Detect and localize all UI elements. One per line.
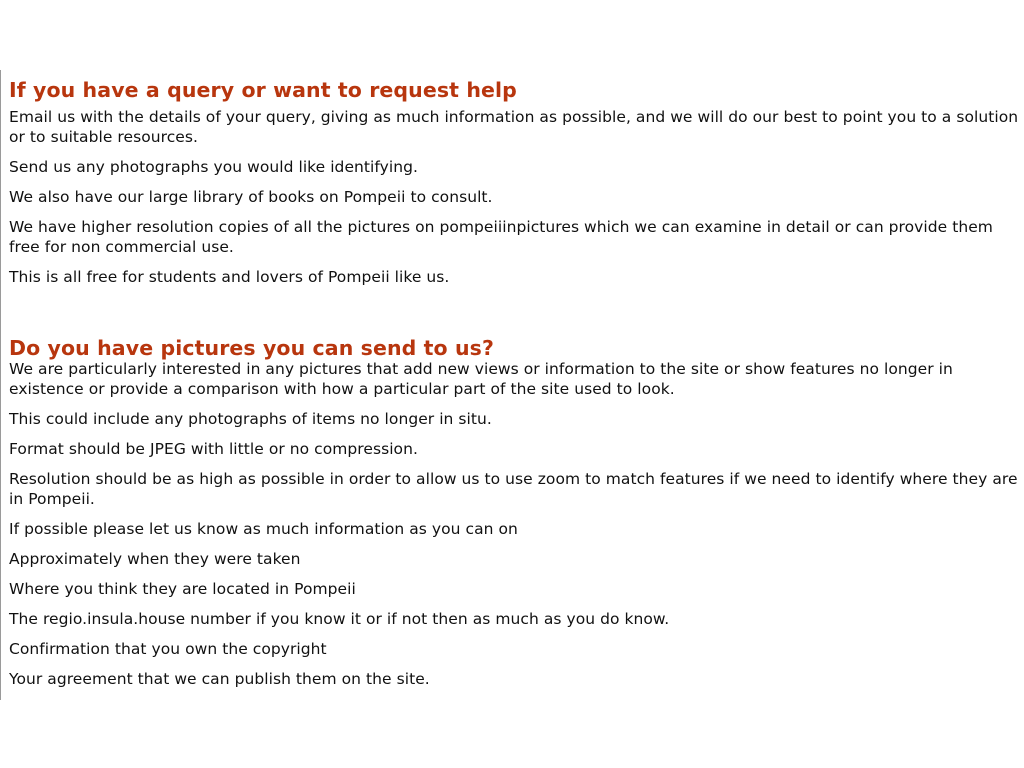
pictures-list-item-agreement: Your agreement that we can publish them on the site.	[9, 670, 430, 688]
help-paragraph-photographs: Send us any photographs you would like identifying.	[9, 158, 418, 176]
pictures-list-item-copyright: Confirmation that you own the copyright	[9, 640, 327, 658]
help-paragraph-email: Email us with the details of your query, giving as much information as possible, and we will do our best to point you to a solution or to suitable resources.	[9, 108, 1019, 146]
pictures-list-item-when: Approximately when they were taken	[9, 550, 301, 568]
pictures-paragraph-interest: We are particularly interested in any pictures that add new views or information to the site or show features no longer in existence or provide a comparison with how a particular part of the site used to look.	[9, 360, 953, 398]
help-paragraph-resolution-copies: We have higher resolution copies of all the pictures on pompeiiinpictures which we can examine in detail or can provide them free for non commercial use.	[9, 218, 993, 256]
help-section	[9, 70, 1021, 287]
help-paragraph-library: We also have our large library of books on Pompeii to consult.	[9, 188, 493, 206]
pictures-list-item-where: Where you think they are located in Pompeii	[9, 580, 356, 598]
help-paragraph-free: This is all free for students and lovers of Pompeii like us.	[9, 268, 450, 286]
pictures-list-item-house-number: The regio.insula.house number if you know it or if not then as much as you do know.	[9, 610, 670, 628]
content-area	[9, 70, 1021, 689]
page-body	[0, 70, 1024, 700]
pictures-paragraph-format: Format should be JPEG with little or no compression.	[9, 440, 418, 458]
pictures-paragraph-resolution: Resolution should be as high as possible in order to allow us to use zoom to match features if we need to identify where they are in Pompeii.	[9, 470, 1018, 508]
pictures-section	[9, 336, 1021, 689]
help-heading: If you have a query or want to request help	[9, 78, 517, 102]
pictures-paragraph-in-situ: This could include any photographs of items no longer in situ.	[9, 410, 492, 428]
pictures-paragraph-info-request: If possible please let us know as much information as you can on	[9, 520, 518, 538]
pictures-heading: Do you have pictures you can send to us?	[9, 336, 494, 360]
